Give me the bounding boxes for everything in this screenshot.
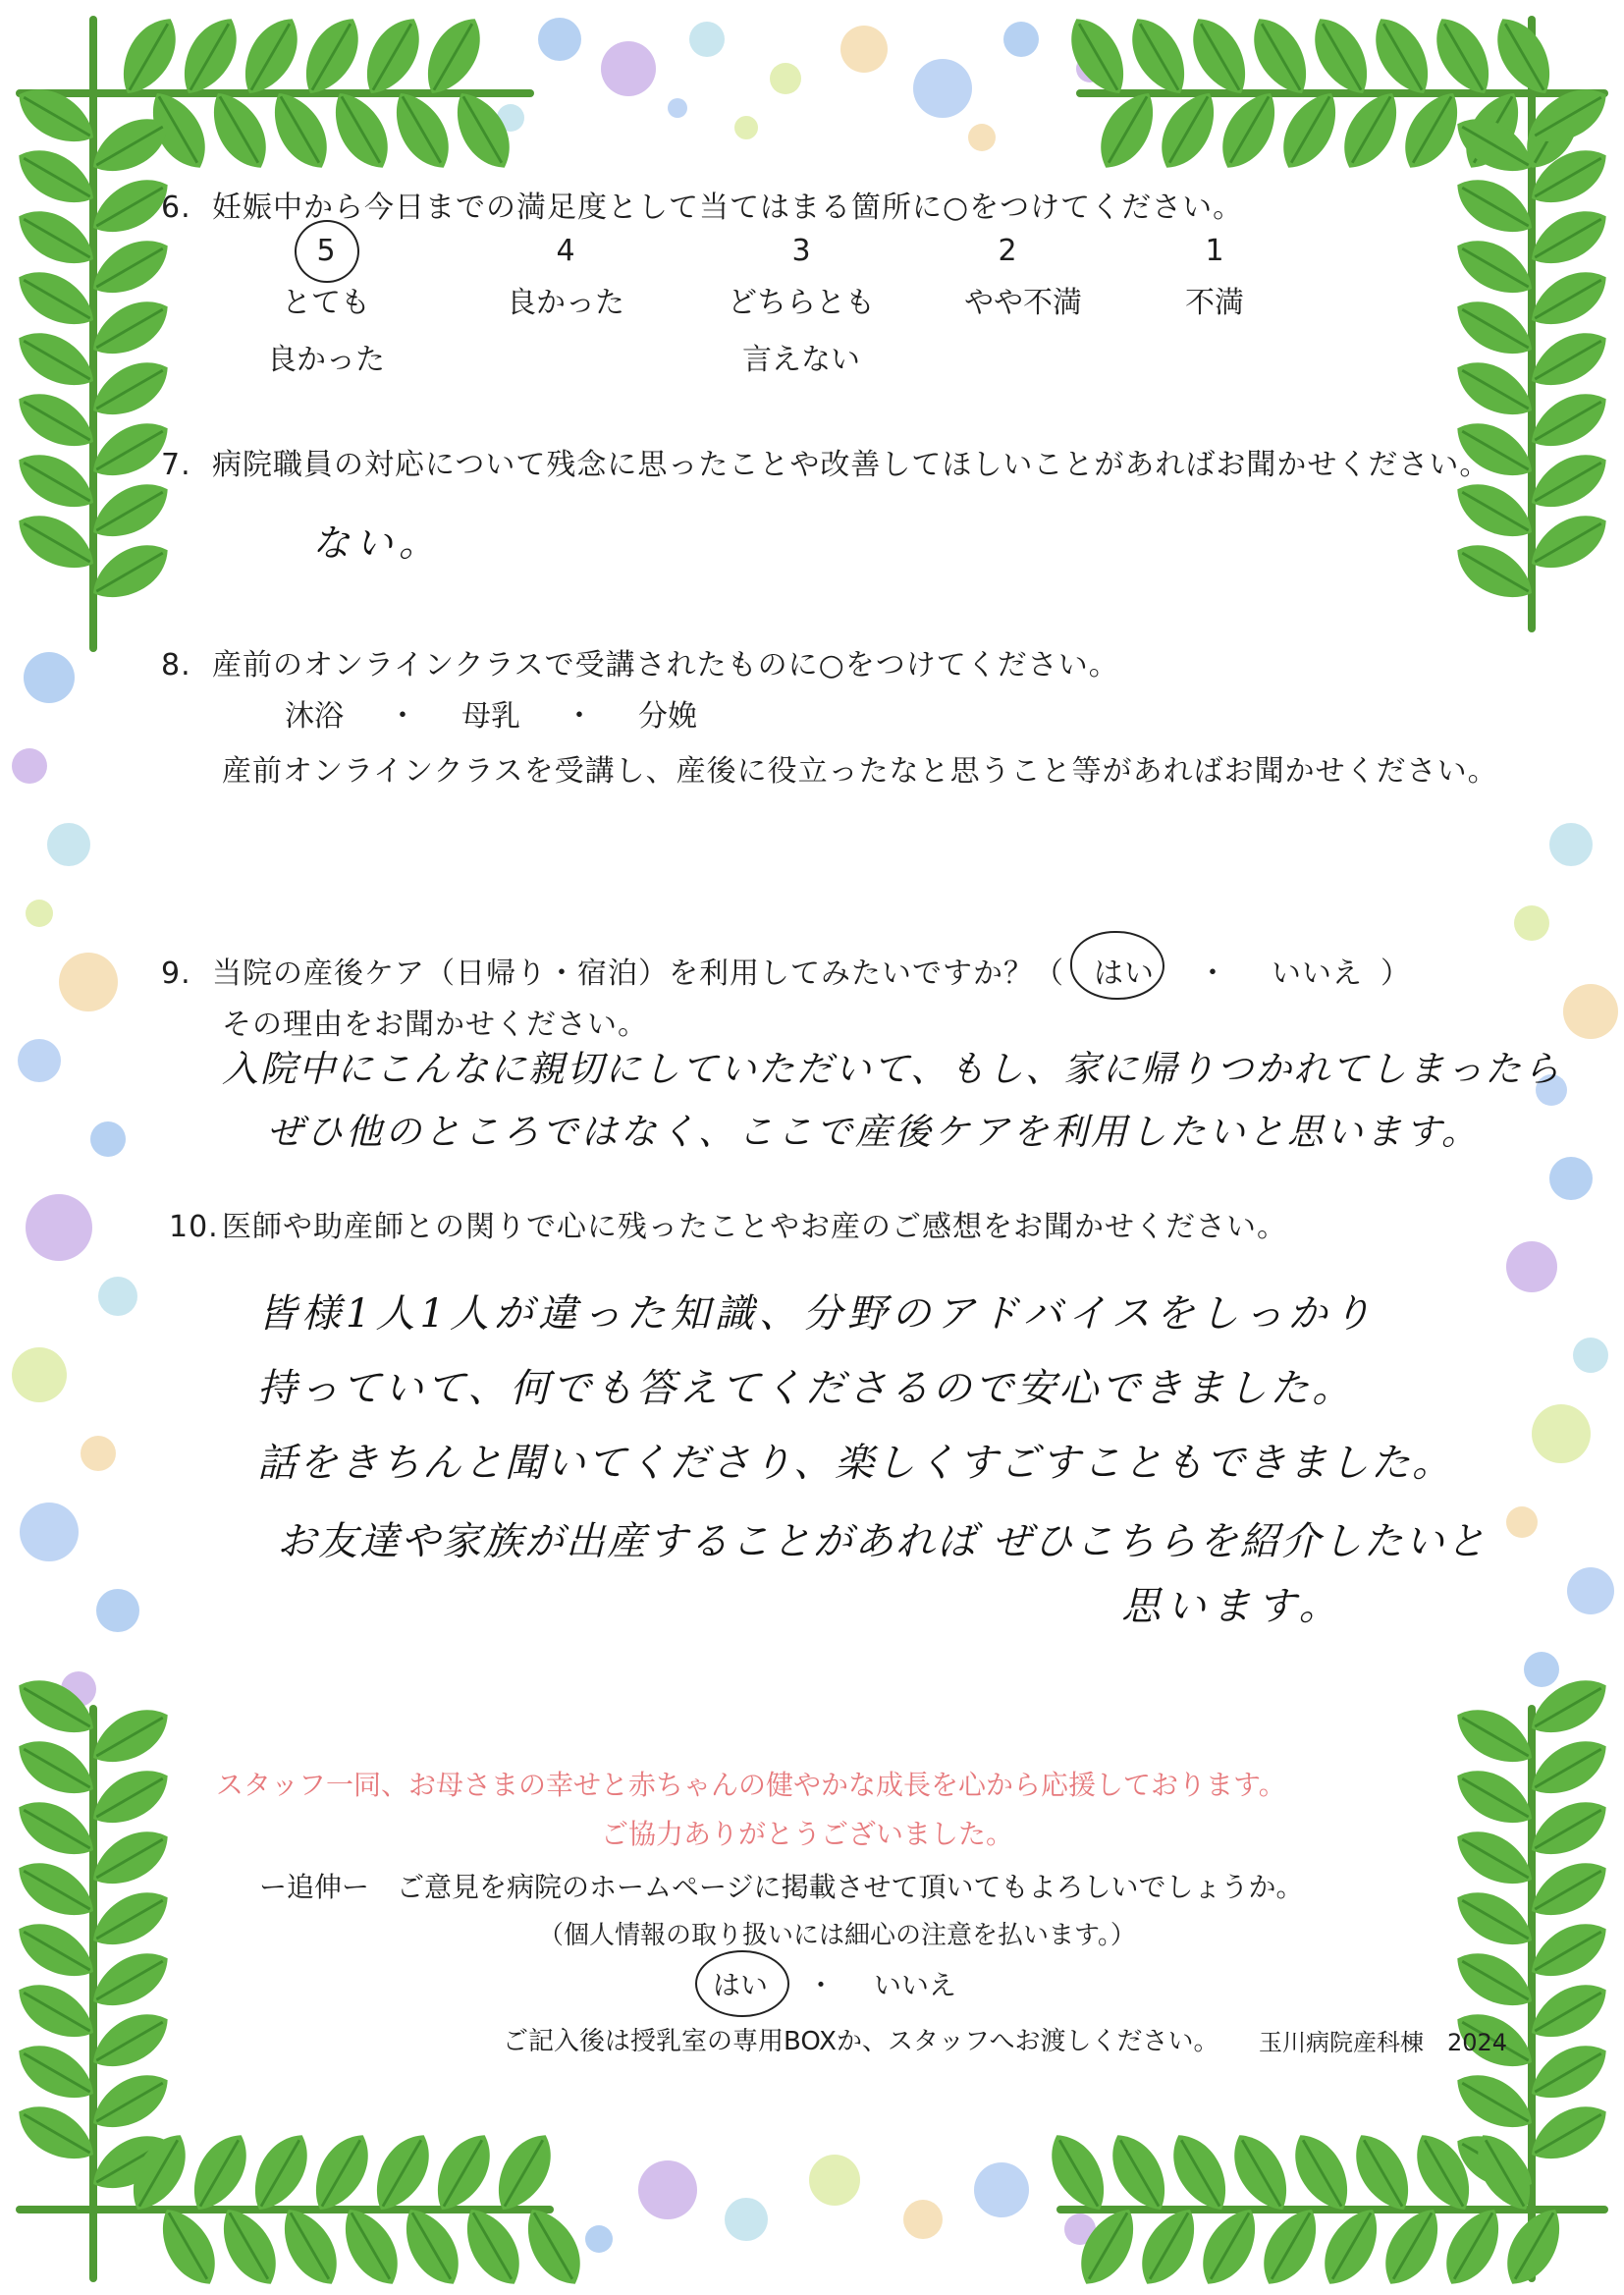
q9-reason-prompt: その理由をお聞かせください。 (222, 1008, 648, 1042)
q9-text: 当院の産後ケア（日帰り・宿泊）を利用してみたいですか？（ (212, 956, 1064, 991)
q8-option-breastfeeding[interactable]: 母乳 (461, 699, 520, 734)
q6-option-3-number[interactable]: 3 (791, 234, 811, 268)
footer-thanks-closing: ご協力ありがとうございました。 (601, 1818, 1014, 1850)
q6-option-4-number[interactable]: 4 (556, 234, 575, 268)
q10-answer-line-5: 思います。 (1121, 1584, 1344, 1629)
footer-consent-yes[interactable]: はい (713, 1969, 769, 2001)
q7-question (161, 440, 1489, 483)
footer-consent-no[interactable]: いいえ (874, 1969, 957, 2001)
footer-privacy-note: （個人情報の取り扱いには細心の注意を払います。） (538, 1921, 1136, 1950)
q10-answer-line-1: 皆様1人1人が違った知識、分野のアドバイスをしっかり (257, 1291, 1377, 1337)
q9-no-option[interactable]: いいえ (1272, 956, 1363, 991)
footer-year: 2024 (1447, 2029, 1508, 2056)
q7-text: 病院職員の対応について残念に思ったことや改善してほしいことがあればお聞かせください。 (212, 448, 1490, 482)
q9-number: 9. (161, 956, 191, 991)
q6-option-5-number[interactable]: 5 (316, 234, 336, 268)
q6-option-1-number[interactable]: 1 (1205, 234, 1224, 268)
q9-answer-line-1: 入院中にこんなに親切にしていただいて、もし、家に帰りつかれてしまったら (222, 1048, 1562, 1090)
q9-question (161, 949, 1411, 992)
q10-number: 10. (169, 1210, 219, 1244)
q6-selected-circle (295, 220, 359, 283)
q6-number: 6. (161, 191, 191, 225)
footer-org-name: 玉川病院産科棟 (1259, 2029, 1424, 2056)
q8-followup-question: 産前オンラインクラスを受講し、産後に役立ったなと思うこと等があればお聞かせください。 (222, 754, 1498, 789)
q10-answer-line-3: 話をきちんと聞いてくださり、楽しくすごすこともできました。 (257, 1441, 1453, 1486)
q8-separator: ・ (565, 699, 594, 734)
q8-option-bath[interactable]: 沐浴 (285, 699, 344, 734)
footer-organization (1259, 2023, 1507, 2057)
q10-answer-line-4: お友達や家族が出産することがあれば ぜひこちらを紹介したいと (277, 1519, 1488, 1564)
footer-thanks-message: スタッフ一同、お母さまの幸せと赤ちゃんの健やかな成長を心から応援しております。 (216, 1769, 1286, 1801)
q8-option-delivery[interactable]: 分娩 (638, 699, 697, 734)
q6-option-2-label: やや不満 (964, 286, 1082, 320)
q6-text: 妊娠中から今日までの満足度として当てはまる箇所に○をつけてください。 (212, 191, 1244, 225)
q10-text: 医師や助産師との関りで心に残ったことやお産のご感想をお聞かせください。 (222, 1210, 1287, 1244)
q9-yes-option[interactable]: はい (1094, 956, 1155, 991)
q8-number: 8. (161, 648, 191, 683)
q9-separator: ・ (1198, 956, 1228, 991)
q6-option-2-number[interactable]: 2 (998, 234, 1017, 268)
q10-question (169, 1202, 1287, 1245)
q9-answer-line-2: ぜひ他のところではなく、ここで産後ケアを利用したいと思います。 (267, 1111, 1481, 1153)
footer-consent-selected-circle (695, 1950, 789, 2017)
footer-consent-separator: ・ (807, 1969, 836, 2001)
q8-text: 産前のオンラインクラスで受講されたものに○をつけてください。 (212, 648, 1119, 683)
footer-submit-instructions: ご記入後は授乳室の専用BOXか、スタッフへお渡しください。 (503, 2027, 1219, 2056)
q7-number: 7. (161, 448, 191, 482)
q8-separator: ・ (388, 699, 417, 734)
q9-selected-circle (1070, 931, 1164, 1000)
q6-option-3-label: どちらとも 言えない (728, 286, 875, 377)
q6-option-4-label: 良かった (507, 286, 624, 320)
q9-close-paren: ） (1380, 956, 1411, 991)
q10-answer-line-2: 持っていて、何でも答えてくださるので安心できました。 (257, 1366, 1355, 1411)
q8-question (161, 640, 1119, 683)
q8-options (285, 691, 697, 735)
footer-postscript: ー追伸ー ご意見を病院のホームページに掲載させて頂いてもよろしいでしょうか。 (259, 1871, 1304, 1903)
q6-option-1-label: 不満 (1185, 286, 1244, 320)
q6-option-5-label: とても 良かった (267, 286, 385, 377)
q7-handwritten-answer: ない。 (312, 521, 443, 565)
